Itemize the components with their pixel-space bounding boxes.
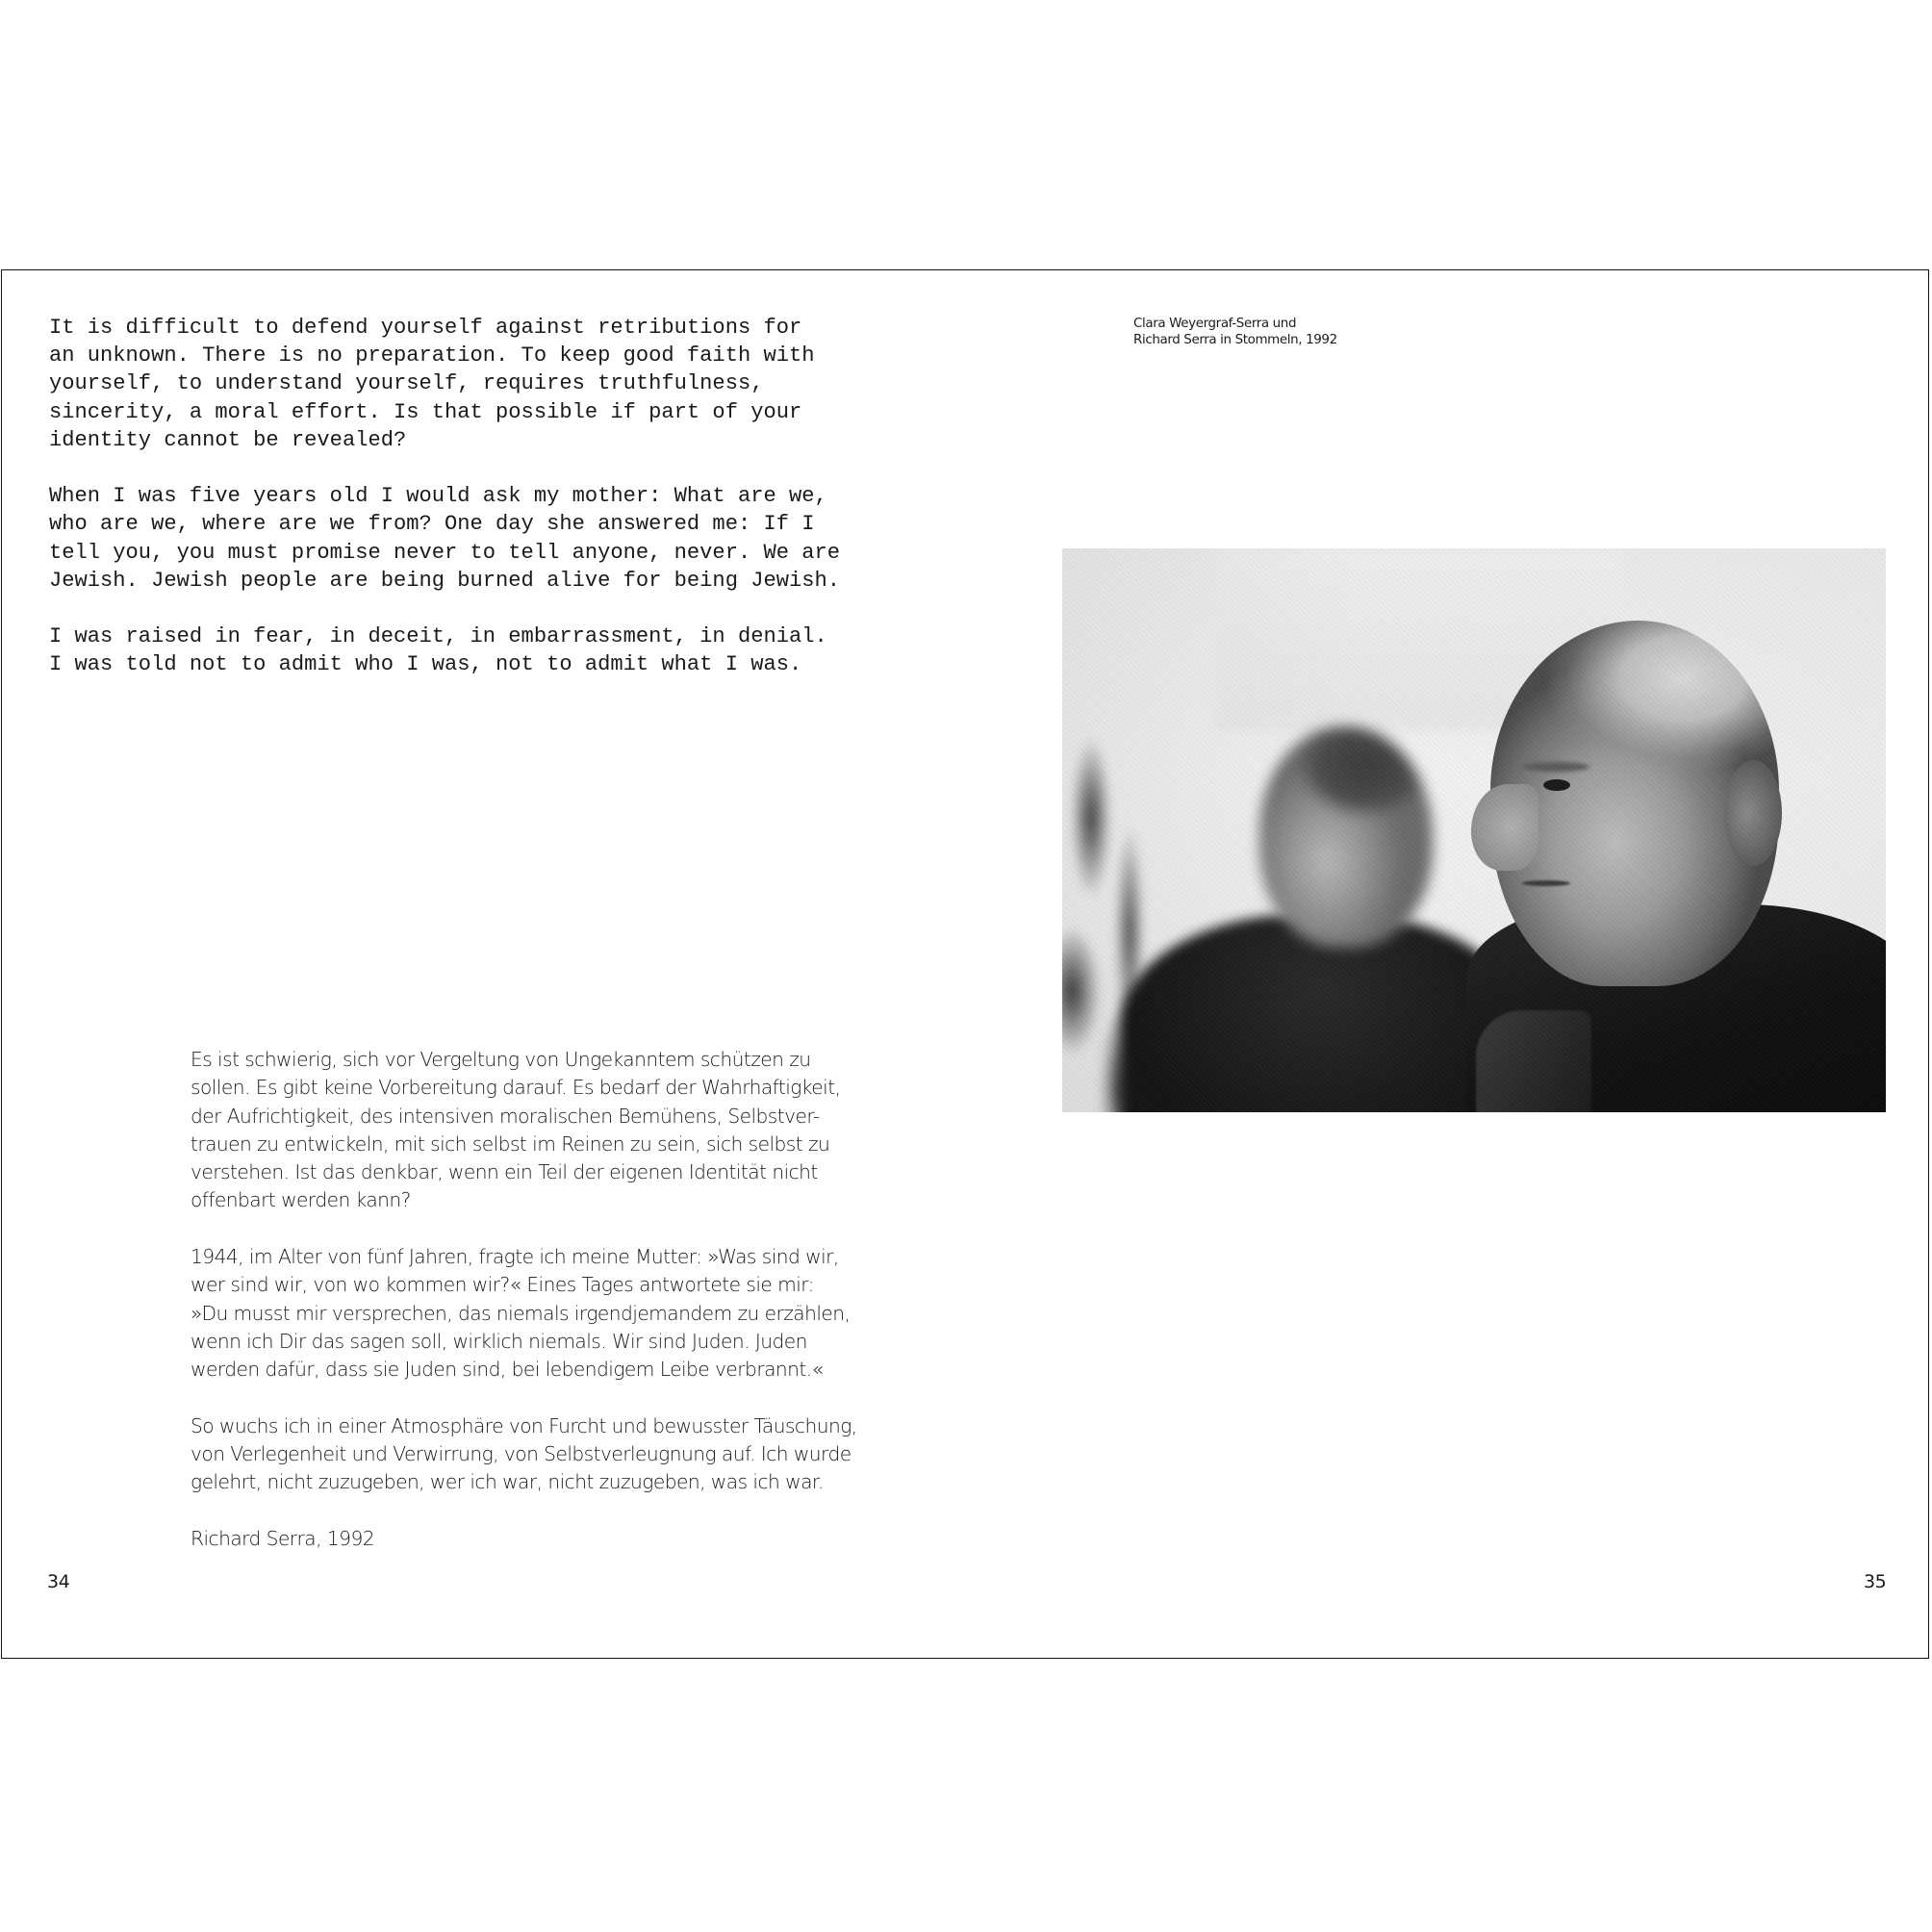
text-line: When I was five years old I would ask my mother: What are we, <box>49 484 827 509</box>
page-number-left: 34 <box>47 1571 70 1592</box>
english-paragraph-1 <box>49 314 877 454</box>
photo-man-mouth <box>1522 880 1570 886</box>
text-line: offenbart werden kann? <box>191 1188 411 1212</box>
photo-man-ear <box>1724 760 1782 866</box>
photo-man-eye <box>1543 779 1570 791</box>
text-line: sincerity, a moral effort. Is that possible if part of your <box>49 399 802 424</box>
text-line: yourself, to understand yourself, requires truthfulness, <box>49 371 764 396</box>
german-paragraph-1 <box>191 1046 902 1215</box>
book-spread <box>1 269 1929 1659</box>
caption-line: Clara Weyergraf-Serra und <box>1133 317 1297 331</box>
text-line: identity cannot be revealed? <box>49 427 407 452</box>
german-text-block <box>191 1046 902 1553</box>
portrait-photograph <box>1062 548 1886 1112</box>
photo-woman-head <box>1259 726 1433 948</box>
text-line: wer sind wir, von wo kommen wir?« Eines Tages antwortete sie mir: <box>191 1273 814 1297</box>
german-paragraph-2 <box>191 1243 902 1384</box>
text-line: sollen. Es gibt keine Vorbereitung darauf. Es bedarf der Wahrhaftigkeit, <box>191 1076 841 1100</box>
text-line: 1944, im Alter von fünf Jahren, fragte ich meine Mutter: »Was sind wir, <box>191 1245 839 1269</box>
text-line: »Du musst mir versprechen, das niemals irgendjemandem zu erzählen, <box>191 1301 851 1325</box>
text-line: werden dafür, dass sie Juden sind, bei lebendigem Leibe verbrannt.« <box>191 1358 824 1382</box>
english-paragraph-3 <box>49 623 877 678</box>
text-line: who are we, where are we from? One day she answered me: If I <box>49 512 815 537</box>
photo-man-brow <box>1522 762 1589 772</box>
text-line: tell you, you must promise never to tell anyone, never. We are <box>49 540 841 565</box>
text-line: wenn ich Dir das sagen soll, wirklich niemals. Wir sind Juden. Juden <box>191 1329 807 1353</box>
text-line: verstehen. Ist das denkbar, wenn ein Teil der eigenen Identität nicht <box>191 1160 818 1184</box>
caption-line: Richard Serra in Stommeln, 1992 <box>1133 332 1337 347</box>
german-paragraph-3 <box>191 1412 902 1497</box>
text-line: So wuchs ich in einer Atmosphäre von Furcht und bewusster Täuschung, <box>191 1413 857 1437</box>
english-text-block <box>49 314 877 707</box>
page-number-right: 35 <box>1864 1571 1887 1592</box>
photo-caption <box>1133 317 1337 348</box>
text-line: von Verlegenheit und Verwirrung, von Selbstverleugnung auf. Ich wurde <box>191 1442 852 1466</box>
text-line: der Aufrichtigkeit, des intensiven moralischen Bemühens, Selbstver- <box>191 1104 820 1128</box>
text-line: It is difficult to defend yourself against retributions for <box>49 316 802 340</box>
author-signature: Richard Serra, 1992 <box>191 1527 375 1551</box>
photo-man-nose <box>1471 784 1538 871</box>
text-line: Jewish. Jewish people are being burned alive for being Jewish. <box>49 568 841 593</box>
english-paragraph-2 <box>49 482 877 595</box>
photo-man-collar <box>1476 1010 1591 1112</box>
text-line: Es ist schwierig, sich vor Vergeltung von Ungekanntem schützen zu <box>191 1048 811 1071</box>
text-line: I was told not to admit who I was, not to admit what I was. <box>49 652 802 677</box>
text-line: I was raised in fear, in deceit, in embarrassment, in denial. <box>49 624 827 649</box>
text-line: an unknown. There is no preparation. To keep good faith with <box>49 343 815 369</box>
text-line: gelehrt, nicht zuzugeben, wer ich war, nicht zuzugeben, was ich war. <box>191 1470 824 1494</box>
text-line: trauen zu entwickeln, mit sich selbst im Reinen zu sein, sich selbst zu <box>191 1131 830 1156</box>
